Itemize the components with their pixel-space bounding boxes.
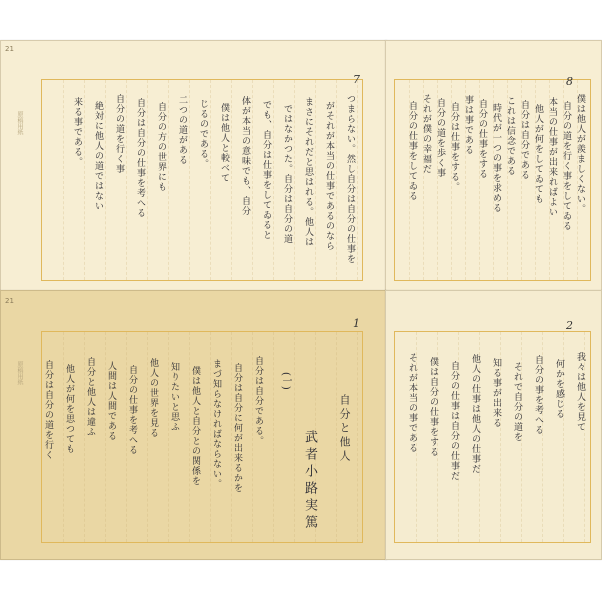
grid-line: [357, 80, 358, 280]
grid-line: [147, 80, 148, 280]
text-column: 自分は自分である: [519, 100, 529, 180]
text-column: 他人の仕事は他人の仕事だ: [470, 354, 480, 474]
section-mark: (一): [280, 372, 291, 390]
grid-line: [105, 80, 106, 280]
manuscript-sheet-page-8: [385, 40, 602, 292]
text-column: 自分は自分の道を行く: [43, 360, 53, 460]
grid-line: [294, 80, 295, 280]
writing-frame: [41, 79, 363, 281]
text-column: 自分の道を行く事: [114, 94, 124, 174]
corner-note: 21: [5, 297, 14, 305]
grid-line: [336, 80, 337, 280]
text-column: じるのである。: [198, 99, 208, 169]
text-column: これは信念である: [505, 96, 515, 176]
page-number: 2: [566, 319, 573, 332]
text-column: 来る事である。: [72, 97, 82, 167]
manuscript-sheet-page-1: [0, 290, 387, 560]
page-number: 1: [353, 317, 360, 330]
margin-note: 原稿用紙: [16, 111, 23, 135]
writing-frame: [394, 79, 591, 281]
text-column: 二つの道がある: [177, 95, 187, 165]
text-column: 自分の仕事を考へる: [127, 365, 137, 455]
grid-line: [231, 80, 232, 280]
text-column: つまらない。然し自分は自分の仕事を: [345, 94, 355, 264]
text-column: まさにそれだと思はれる。他人は: [303, 97, 313, 247]
author-name: 武者小路実篤: [302, 430, 317, 532]
text-column: 他人が何を思つても: [64, 364, 74, 454]
writing-frame: [41, 331, 363, 543]
margin-note: 原稿用紙: [16, 361, 23, 385]
grid-line: [294, 332, 295, 542]
text-columns: [395, 332, 590, 542]
grid-line: [357, 332, 358, 542]
grid-line: [252, 80, 253, 280]
text-column: 自分の方の世界にも: [156, 102, 166, 192]
text-column: 僕は自分の仕事をする: [428, 357, 438, 457]
text-column: 体が本当の意味でも、自分: [240, 96, 250, 216]
text-column: 自分の道を行く事をしてゐる: [561, 101, 571, 231]
text-column: 何かを感じる: [554, 359, 564, 419]
text-column: それで自分の道を: [512, 362, 522, 442]
text-column: 他人が何をしてゐても: [533, 104, 543, 204]
manuscript-sheet-page-7: [0, 40, 387, 292]
grid-line: [336, 332, 337, 542]
text-column: 自分と他人は違ふ: [85, 357, 95, 437]
text-column: 本当の仕事が出来ればよい: [547, 97, 557, 217]
writing-frame: [394, 331, 591, 543]
essay-title: 自分と他人: [338, 394, 351, 464]
text-column: 自分の道を歩く事: [435, 98, 445, 178]
text-column: 僕は他人と自分との関係を: [190, 366, 200, 486]
text-columns: [42, 80, 362, 280]
text-column: 知る事が出来る: [491, 358, 501, 428]
text-column: 時代が一つの事を求める: [491, 103, 501, 213]
grid-line: [210, 80, 211, 280]
grid-line: [273, 80, 274, 280]
text-column: 我々は他人を見て: [575, 352, 585, 432]
text-column: 自分は自分の仕事を考へる: [135, 98, 145, 218]
text-column: 絶対に他人の道ではない: [93, 101, 103, 211]
text-column: 自分の仕事をする: [477, 99, 487, 179]
text-column: それが本当の事である: [407, 353, 417, 453]
grid-line: [315, 80, 316, 280]
grid-line: [273, 332, 274, 542]
text-column: 自分の仕事をしてゐる: [407, 101, 417, 201]
text-column: ではなかつた。自分は自分の道: [282, 104, 292, 244]
text-column: がそれが本当の仕事であるのなら: [324, 101, 334, 251]
text-column: 僕は他人と較べて: [219, 103, 229, 183]
text-column: 自分の事を考へる: [533, 355, 543, 435]
grid-line: [189, 80, 190, 280]
text-column: 自分は仕事をする。: [449, 102, 459, 192]
corner-note: 21: [5, 45, 14, 53]
text-column: 事は事である: [463, 95, 473, 155]
grid-line: [126, 80, 127, 280]
text-column: まづ知らなければならない。: [211, 359, 221, 489]
page-number: 8: [566, 75, 573, 88]
text-column: 自分は自分である。: [253, 356, 263, 446]
text-columns: [395, 80, 590, 280]
text-column: 他人の世界を見る: [148, 358, 158, 438]
text-column: でも、自分は仕事をしてゐると: [261, 100, 271, 240]
grid-line: [63, 80, 64, 280]
text-column: 自分の仕事は自分の仕事だ: [449, 361, 459, 481]
grid-line: [168, 80, 169, 280]
text-column: それが僕の幸福だ: [421, 94, 431, 174]
text-column: 人間は人間である: [106, 361, 116, 441]
text-column: 自分は自分に何が出来るかを: [232, 363, 242, 493]
grid-line: [84, 80, 85, 280]
manuscript-sheet-page-2: [385, 290, 602, 560]
page-number: 7: [353, 73, 360, 86]
text-column: 僕は他人が羨ましくない。: [575, 94, 585, 214]
text-column: 知りたいと思ふ: [169, 362, 179, 432]
